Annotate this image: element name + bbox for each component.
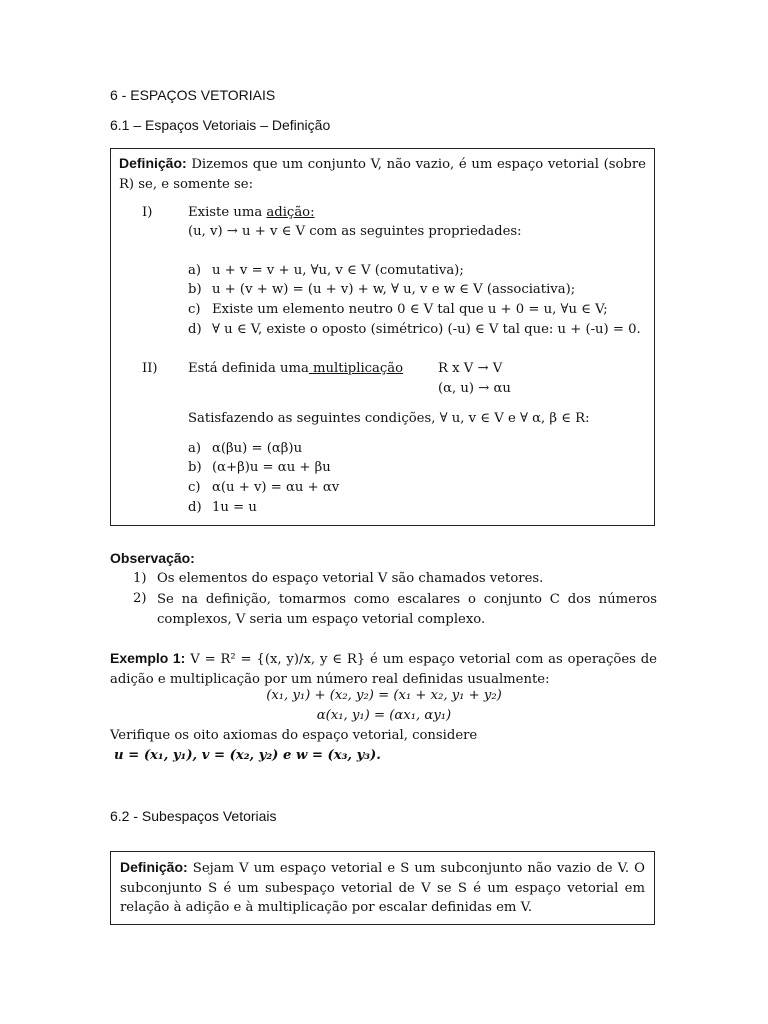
roman-numeral-1: I) (142, 205, 153, 220)
example-equation-scalar: α(x₁, y₁) = (αx₁, αy₁) (316, 708, 452, 723)
addition-term: adição: (266, 205, 315, 220)
definition-text: Dizemos que um conjunto V, não vazio, é um espaço vetorial (sobre R) se, e somente se: (119, 157, 646, 192)
section-title: 6.1 – Espaços Vetoriais – Definição (110, 117, 331, 133)
example-verify-text: Verifique os oito axiomas do espaço vetorial, considere (110, 728, 478, 743)
addition-prop-associative: u + (v + w) = (u + v) + w, ∀ u, v e w ∈ V (associativa); (212, 282, 576, 297)
addition-intro (188, 205, 315, 220)
subspace-definition-box (110, 851, 655, 925)
observation-item-1: Os elementos do espaço vetorial V são chamados vetores. (157, 571, 544, 586)
multiplication-prop-b: (α+β)u = αu + βu (212, 460, 331, 475)
addition-prop-letter: b) (188, 282, 202, 297)
addition-prop-letter: c) (188, 302, 201, 317)
example-label: Exemplo 1: (110, 650, 186, 666)
multiplication-prop-letter: d) (188, 500, 202, 515)
definition-box (110, 148, 655, 526)
addition-prop-commutative: u + v = v + u, ∀u, v ∈ V (comutativa); (212, 263, 464, 278)
multiplication-prop-letter: b) (188, 460, 202, 475)
addition-intro-text: Existe uma (188, 205, 267, 220)
addition-prop-letter: a) (188, 263, 202, 278)
example-vectors: u = (x₁, y₁), v = (x₂, y₂) e w = (x₃, y₃). (114, 748, 381, 763)
multiplication-term: multiplicação (308, 361, 404, 376)
multiplication-intro (188, 361, 403, 376)
multiplication-intro-text: Está definida uma (188, 361, 309, 376)
observation-item-number: 2) (133, 591, 147, 606)
observation-title: Observação: (110, 550, 195, 566)
observation-item-number: 1) (133, 571, 147, 586)
example-text: V = R² = {(x, y)/x, y ∈ R} é um espaço vetorial com as operações de adição e multiplicação por um número real definidas usualmente: (110, 652, 657, 687)
chapter-title: 6 - ESPAÇOS VETORIAIS (110, 87, 276, 103)
multiplication-prop-letter: a) (188, 441, 202, 456)
multiplication-map-domain: R x V → V (438, 361, 503, 376)
subspace-definition-label: Definição: (120, 859, 188, 875)
multiplication-prop-letter: c) (188, 480, 201, 495)
subspace-definition-text: Sejam V um espaço vetorial e S um subconjunto não vazio de V. O subconjunto S é um subespaço vetorial de V se S é um espaço vetorial em relação à adição e à multiplicação por escalar definidas em V. (120, 861, 645, 915)
roman-numeral-2: II) (142, 361, 158, 376)
addition-prop-neutral: Existe um elemento neutro 0 ∈ V tal que u + 0 = u, ∀u ∈ V; (212, 302, 608, 317)
subspace-definition-paragraph (120, 858, 645, 918)
example-paragraph (110, 649, 657, 689)
addition-prop-opposite: ∀ u ∈ V, existe o oposto (simétrico) (-u) ∈ V tal que: u + (-u) = 0. (212, 322, 641, 337)
observation-item-2: Se na definição, tomarmos como escalares o conjunto C dos números complexos, V seria um espaço vetorial complexo. (157, 592, 657, 627)
multiplication-prop-c: α(u + v) = αu + αv (212, 480, 340, 495)
definition-label: Definição: (119, 155, 187, 171)
addition-prop-letter: d) (188, 322, 202, 337)
multiplication-conditions: Satisfazendo as seguintes condições, ∀ u, v ∈ V e ∀ α, β ∈ R: (188, 411, 590, 426)
multiplication-prop-d: 1u = u (212, 500, 257, 515)
multiplication-prop-a: α(βu) = (αβ)u (212, 441, 303, 456)
addition-mapping: (u, v) → u + v ∈ V com as seguintes propriedades: (188, 224, 522, 239)
multiplication-map-rule: (α, u) → αu (438, 381, 511, 396)
definition-paragraph (119, 154, 646, 194)
example-equation-addition: (x₁, y₁) + (x₂, y₂) = (x₁ + x₂, y₁ + y₂) (266, 688, 502, 703)
subsection-title: 6.2 - Subespaços Vetoriais (110, 808, 277, 824)
